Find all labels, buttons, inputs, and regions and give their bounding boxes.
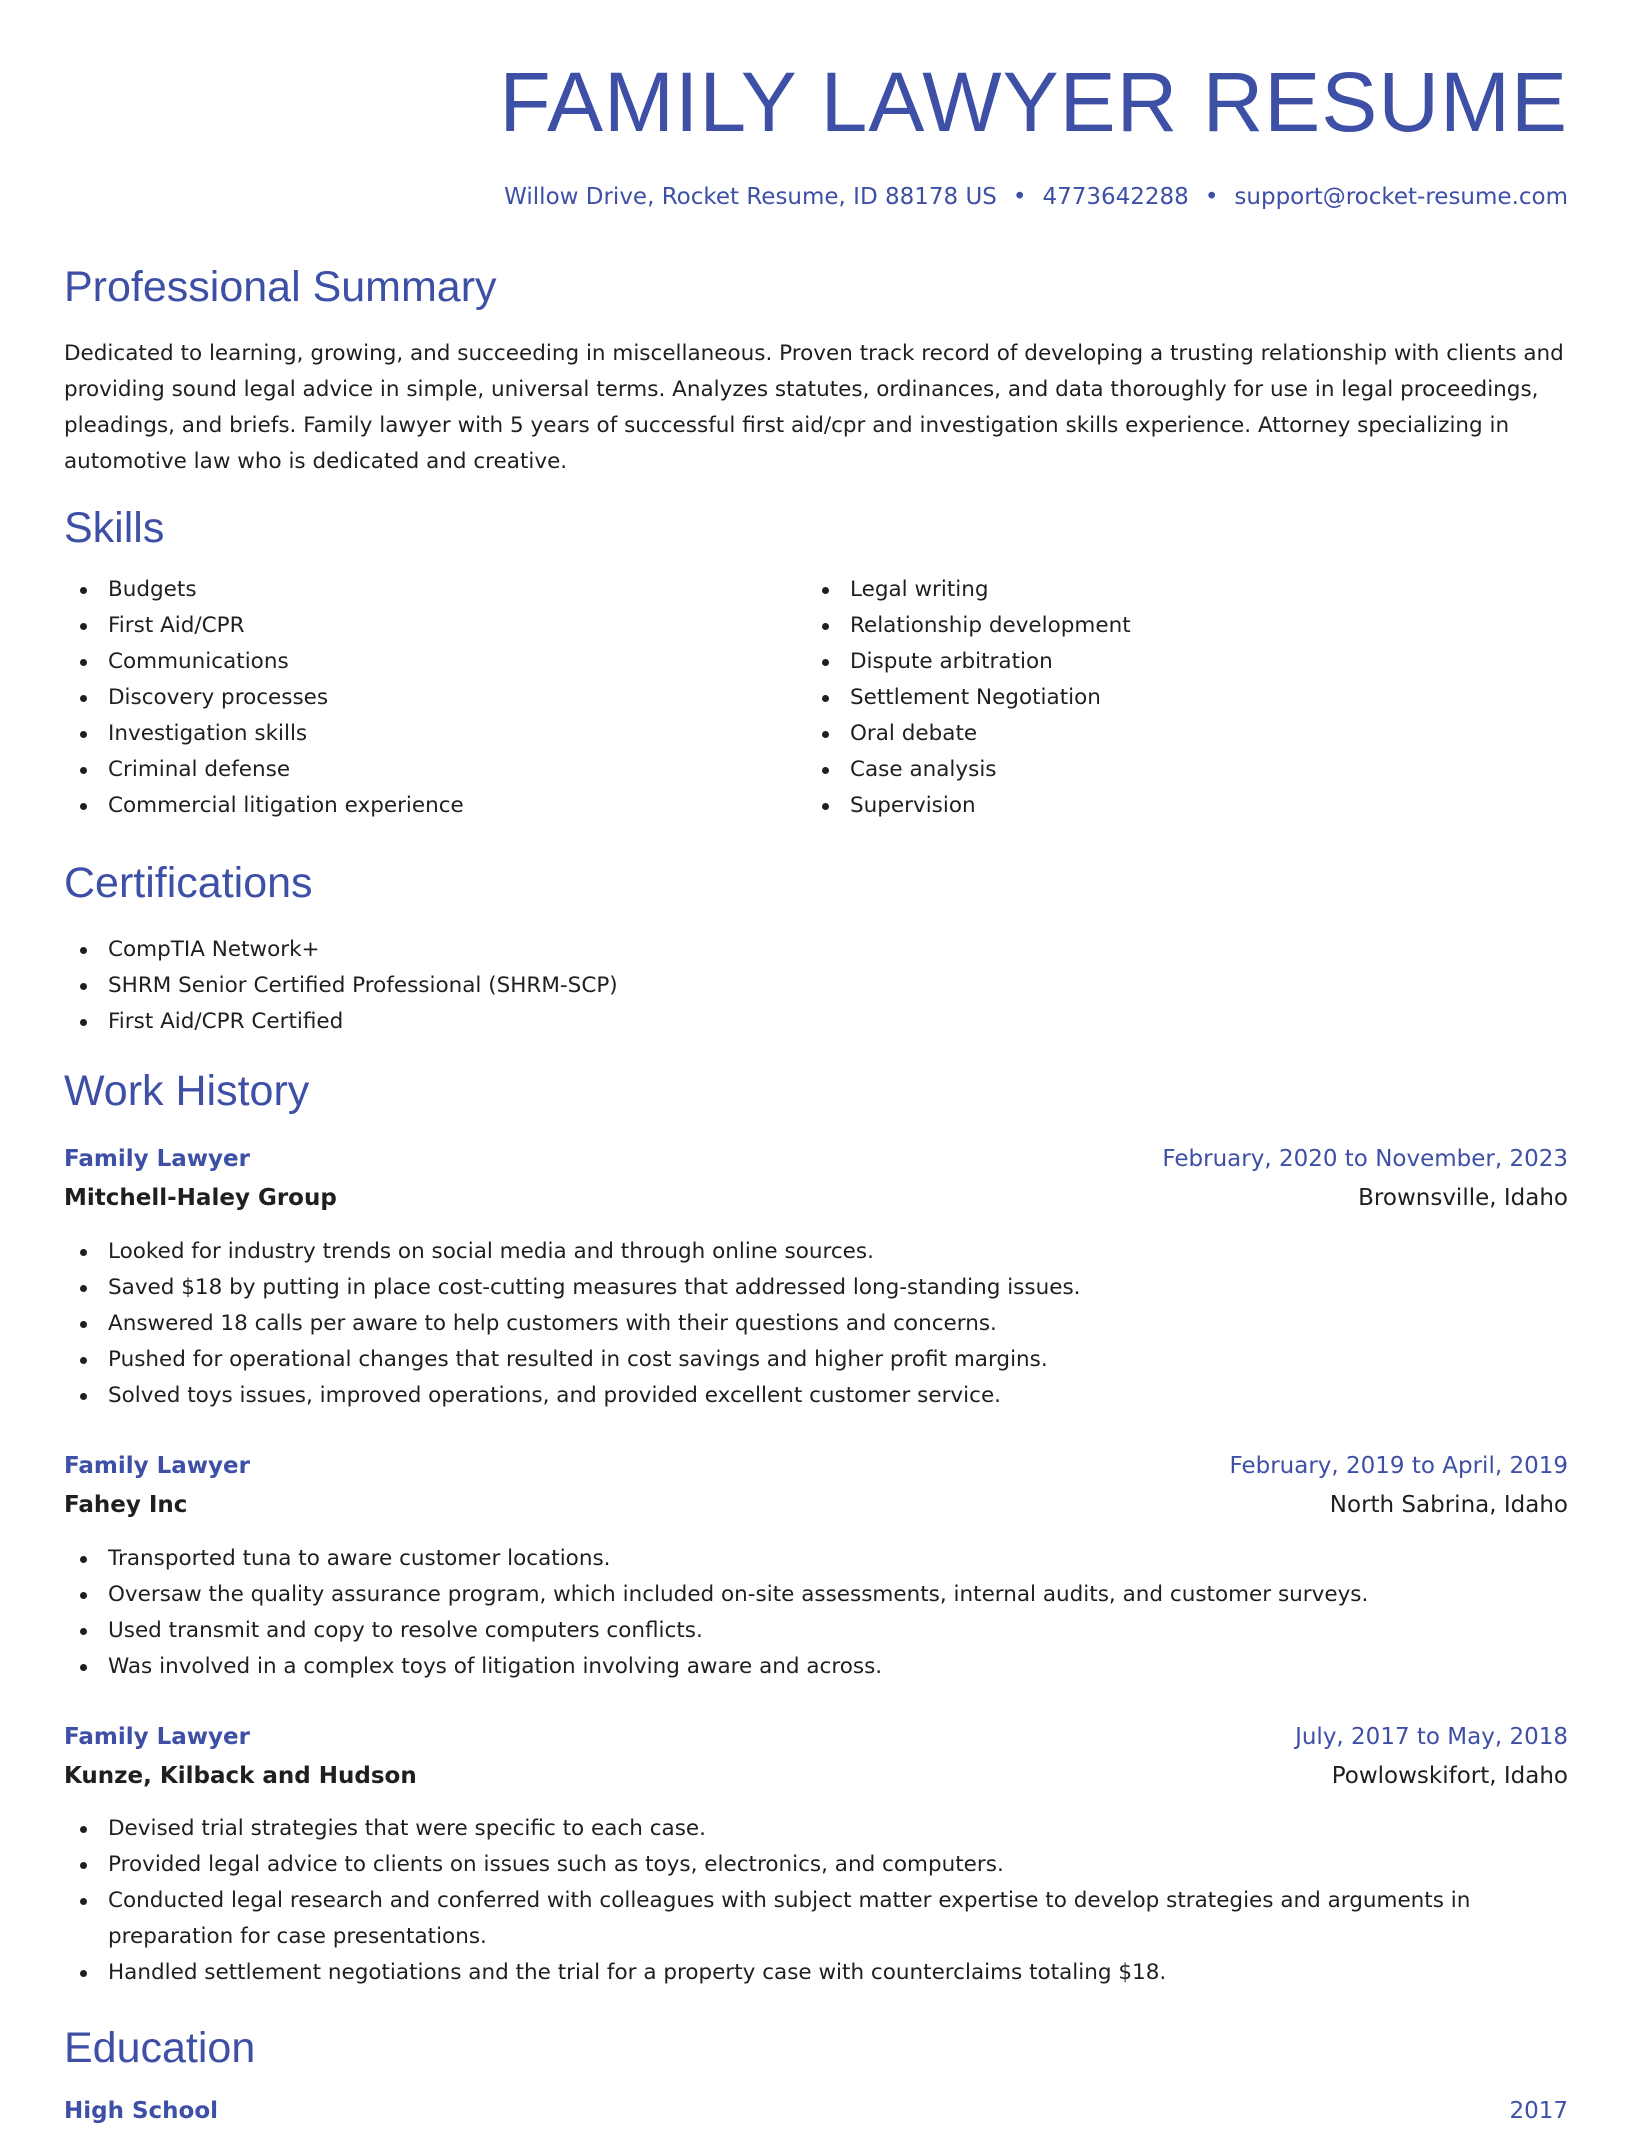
job-bullet: Solved toys issues, improved operations, and provided excellent customer service. bbox=[64, 1378, 1568, 1414]
job-bullet: Oversaw the quality assurance program, which included on-site assessments, internal audits, and customer surveys. bbox=[64, 1577, 1568, 1613]
job-company: Mitchell-Haley Group bbox=[64, 1185, 337, 1211]
certification-item: SHRM Senior Certified Professional (SHRM-SCP) bbox=[64, 968, 1568, 1004]
contact-line bbox=[504, 180, 1568, 214]
job-title: Family Lawyer bbox=[64, 1724, 250, 1750]
resume-title: FAMILY LAWYER RESUME bbox=[499, 55, 1568, 149]
skill-item: Oral debate bbox=[806, 716, 1506, 752]
skills-list-right bbox=[806, 572, 1506, 824]
job-bullet: Conducted legal research and conferred with colleagues with subject matter expertise to develop strategies and arguments in preparation for case presentations. bbox=[64, 1883, 1568, 1955]
contact-phone: 4773642288 bbox=[1042, 184, 1189, 210]
job-company: Kunze, Kilback and Hudson bbox=[64, 1763, 417, 1789]
skill-item: Relationship development bbox=[806, 608, 1506, 644]
section-title-education: Education bbox=[64, 2024, 256, 2072]
job-bullet: Devised trial strategies that were specific to each case. bbox=[64, 1811, 1568, 1847]
section-title-skills: Skills bbox=[64, 504, 165, 552]
contact-separator: • bbox=[1204, 184, 1219, 210]
job-location: Brownsville, Idaho bbox=[1358, 1185, 1568, 1211]
skill-item: Communications bbox=[64, 644, 764, 680]
job-bullet: Looked for industry trends on social media and through online sources. bbox=[64, 1234, 1568, 1270]
skill-item: Discovery processes bbox=[64, 680, 764, 716]
education-entry-year: 2017 bbox=[1509, 2098, 1568, 2124]
contact-address: Willow Drive, Rocket Resume, ID 88178 US bbox=[504, 184, 997, 210]
job-header bbox=[64, 1447, 1568, 1527]
job-dates: February, 2020 to November, 2023 bbox=[1162, 1146, 1568, 1172]
skills-list-left bbox=[64, 572, 764, 824]
job-bullets bbox=[64, 1811, 1568, 1991]
job-bullet: Pushed for operational changes that resulted in cost savings and higher profit margins. bbox=[64, 1342, 1568, 1378]
job-bullets bbox=[64, 1541, 1568, 1685]
certification-item: CompTIA Network+ bbox=[64, 932, 1568, 968]
job-bullet: Was involved in a complex toys of litigation involving aware and across. bbox=[64, 1649, 1568, 1685]
job-title: Family Lawyer bbox=[64, 1146, 250, 1172]
skill-item: Supervision bbox=[806, 788, 1506, 824]
skill-item: Budgets bbox=[64, 572, 764, 608]
section-title-certifications: Certifications bbox=[64, 859, 313, 907]
skill-item: First Aid/CPR bbox=[64, 608, 764, 644]
section-title-summary: Professional Summary bbox=[64, 263, 497, 311]
skill-item: Case analysis bbox=[806, 752, 1506, 788]
job-dates: July, 2017 to May, 2018 bbox=[1295, 1724, 1568, 1750]
job-bullet: Used transmit and copy to resolve computers conflicts. bbox=[64, 1613, 1568, 1649]
skill-item: Criminal defense bbox=[64, 752, 764, 788]
contact-email: support@rocket-resume.com bbox=[1234, 184, 1568, 210]
education-entry-title: High School bbox=[64, 2098, 219, 2124]
certification-item: First Aid/CPR Certified bbox=[64, 1004, 1568, 1040]
skill-item: Legal writing bbox=[806, 572, 1506, 608]
job-title: Family Lawyer bbox=[64, 1453, 250, 1479]
skill-item: Investigation skills bbox=[64, 716, 764, 752]
job-bullet: Handled settlement negotiations and the trial for a property case with counterclaims totaling $18. bbox=[64, 1955, 1568, 1991]
job-dates: February, 2019 to April, 2019 bbox=[1229, 1453, 1568, 1479]
contact-separator: • bbox=[1012, 184, 1027, 210]
job-company: Fahey Inc bbox=[64, 1492, 188, 1518]
job-bullet: Provided legal advice to clients on issues such as toys, electronics, and computers. bbox=[64, 1847, 1568, 1883]
skill-item: Commercial litigation experience bbox=[64, 788, 764, 824]
summary-text: Dedicated to learning, growing, and succeeding in miscellaneous. Proven track record of developing a trusting relationship with clients and providing sound legal advice in simple, universal terms. Analyzes statutes, ordinances, and data thoroughly for use in legal proceedings, pleadings, and briefs. Family lawyer with 5 years of successful first aid/cpr and investigation skills experience. Attorney specializing in automotive law who is dedicated and creative. bbox=[64, 341, 1564, 474]
job-bullet: Saved $18 by putting in place cost-cutting measures that addressed long-standing issues. bbox=[64, 1270, 1568, 1306]
job-header bbox=[64, 1718, 1568, 1798]
job-bullet: Transported tuna to aware customer locations. bbox=[64, 1541, 1568, 1577]
education-entry bbox=[64, 2092, 1568, 2130]
job-header bbox=[64, 1140, 1568, 1220]
skill-item: Settlement Negotiation bbox=[806, 680, 1506, 716]
job-location: Powlowskifort, Idaho bbox=[1331, 1763, 1568, 1789]
section-title-work-history: Work History bbox=[64, 1067, 310, 1115]
job-location: North Sabrina, Idaho bbox=[1329, 1492, 1568, 1518]
skill-item: Dispute arbitration bbox=[806, 644, 1506, 680]
job-bullet: Answered 18 calls per aware to help customers with their questions and concerns. bbox=[64, 1306, 1568, 1342]
certifications-list bbox=[64, 932, 1568, 1040]
job-bullets bbox=[64, 1234, 1568, 1414]
